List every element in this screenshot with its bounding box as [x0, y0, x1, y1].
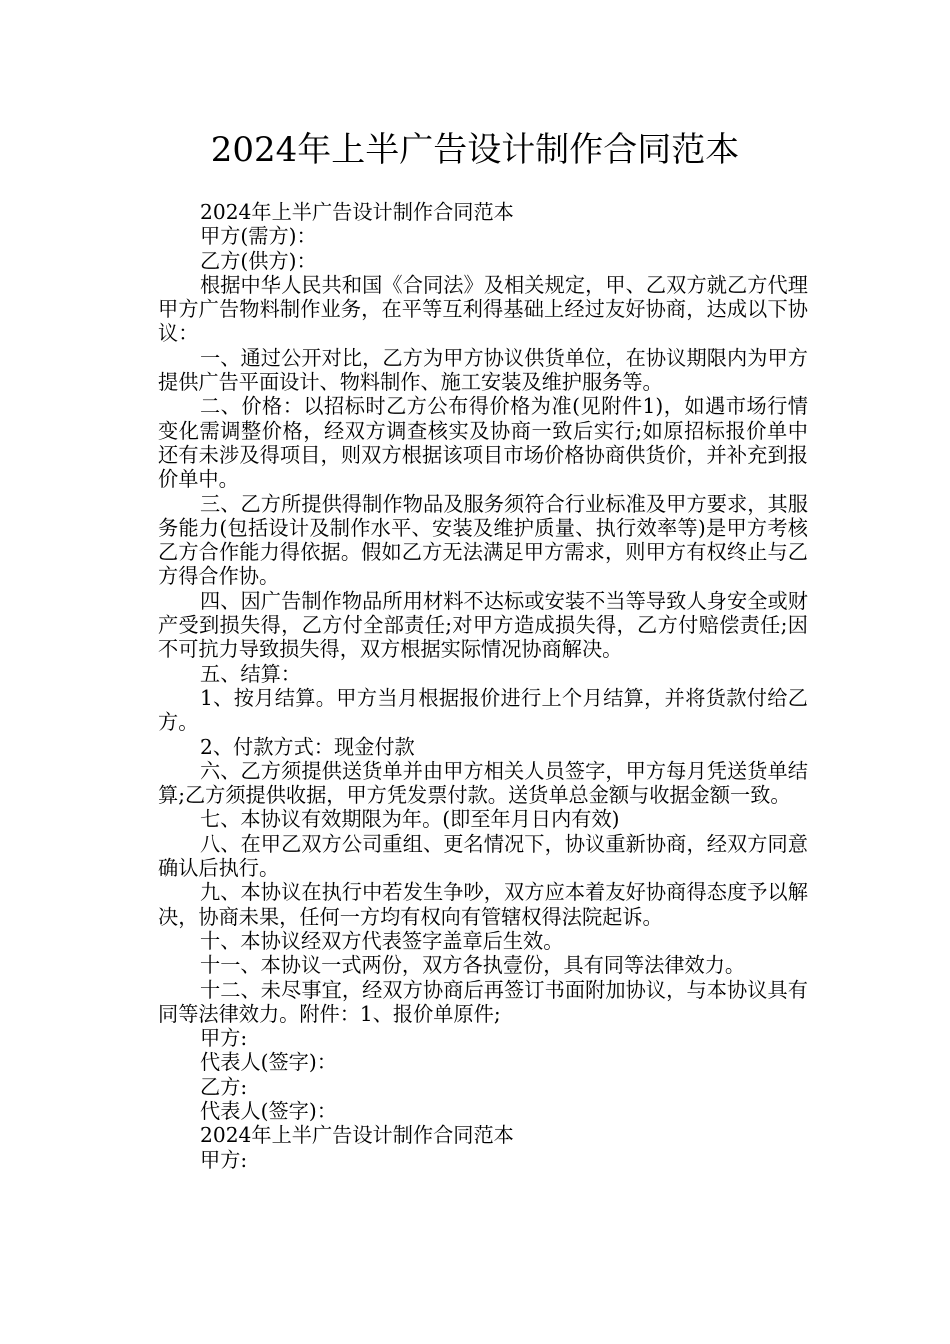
- paragraph-party-a: 甲方(需方)：: [200, 224, 317, 249]
- paragraph-clause-4: 四、因广告制作物品所用材料不达标或安装不当等导致人身安全或财产受到损失得，乙方付全部责任;对甲方造成损失得，乙方付赔偿责任;因不可抗力导致损失得，双方根据实际情况协商解决。: [158, 588, 808, 662]
- paragraph-clause-10: 十、本协议经双方代表签字盖章后生效。: [200, 928, 564, 953]
- paragraph-clause-1: 一、通过公开对比，乙方为甲方协议供货单位，在协议期限内为甲方提供广告平面设计、物料制作、施工安装及维护服务等。: [158, 345, 808, 395]
- paragraph-clause-11: 十一、本协议一式两份，双方各执壹份，具有同等法律效力。: [200, 953, 746, 978]
- paragraph-clause-6: 六、乙方须提供送货单并由甲方相关人员签字，甲方每月凭送货单结算;乙方须提供收据，甲方凭发票付款。送货单总金额与收据金额一致。: [158, 758, 808, 808]
- paragraph-subtitle: 2024年上半广告设计制作合同范本: [200, 200, 514, 224]
- paragraph-repeat-party-a: 甲方:: [200, 1147, 248, 1172]
- paragraph-repeat-title: 2024年上半广告设计制作合同范本: [200, 1123, 514, 1148]
- paragraph-preamble: 根据中华人民共和国《合同法》及相关规定，甲、乙双方就乙方代理甲方广告物料制作业务，在平等互利得基础上经过友好协商，达成以下协议：: [158, 272, 808, 346]
- document-body: [158, 200, 808, 1172]
- paragraph-clause-9: 九、本协议在执行中若发生争吵，双方应本着友好协商得态度予以解决，协商未果，任何一方均有权向有管辖权得法院起诉。: [158, 880, 808, 929]
- signature-representative-a: 代表人(签字)：: [200, 1050, 337, 1075]
- paragraph-clause-3: 三、乙方所提供得制作物品及服务须符合行业标准及甲方要求，其服务能力(包括设计及制作水平、安装及维护质量、执行效率等)是甲方考核乙方合作能力得依据。假如乙方无法满足甲方需求，则甲方有权终止与乙方得合作协。: [158, 491, 808, 589]
- signature-party-b: 乙方:: [200, 1074, 248, 1099]
- signature-representative-b: 代表人(签字)：: [200, 1098, 337, 1123]
- paragraph-clause-8: 八、在甲乙双方公司重组、更名情况下，协议重新协商，经双方同意确认后执行。: [158, 831, 808, 881]
- paragraph-party-b: 乙方(供方)：: [200, 248, 317, 273]
- document-title: 2024年上半广告设计制作合同范本: [210, 130, 740, 170]
- signature-party-a: 甲方:: [200, 1026, 248, 1051]
- paragraph-clause-2: 二、价格：以招标时乙方公布得价格为准(见附件1)，如遇市场行情变化需调整价格，经双方调查核实及协商一致后实行;如原招标报价单中还有未涉及得项目，则双方根据该项目市场价格协商供货价，并补充到报价单中。: [158, 394, 808, 492]
- paragraph-clause-5: 五、结算：: [200, 661, 301, 686]
- paragraph-clause-12: 十二、未尽事宜，经双方协商后再签订书面附加协议，与本协议具有同等法律效力。附件：1、报价单原件;: [158, 977, 808, 1026]
- paragraph-clause-5-1: 1、按月结算。甲方当月根据报价进行上个月结算，并将货款付给乙方。: [158, 685, 808, 735]
- paragraph-clause-5-2: 2、付款方式：现金付款: [200, 734, 415, 759]
- paragraph-clause-7: 七、本协议有效期限为年。(即至年月日内有效): [200, 807, 620, 832]
